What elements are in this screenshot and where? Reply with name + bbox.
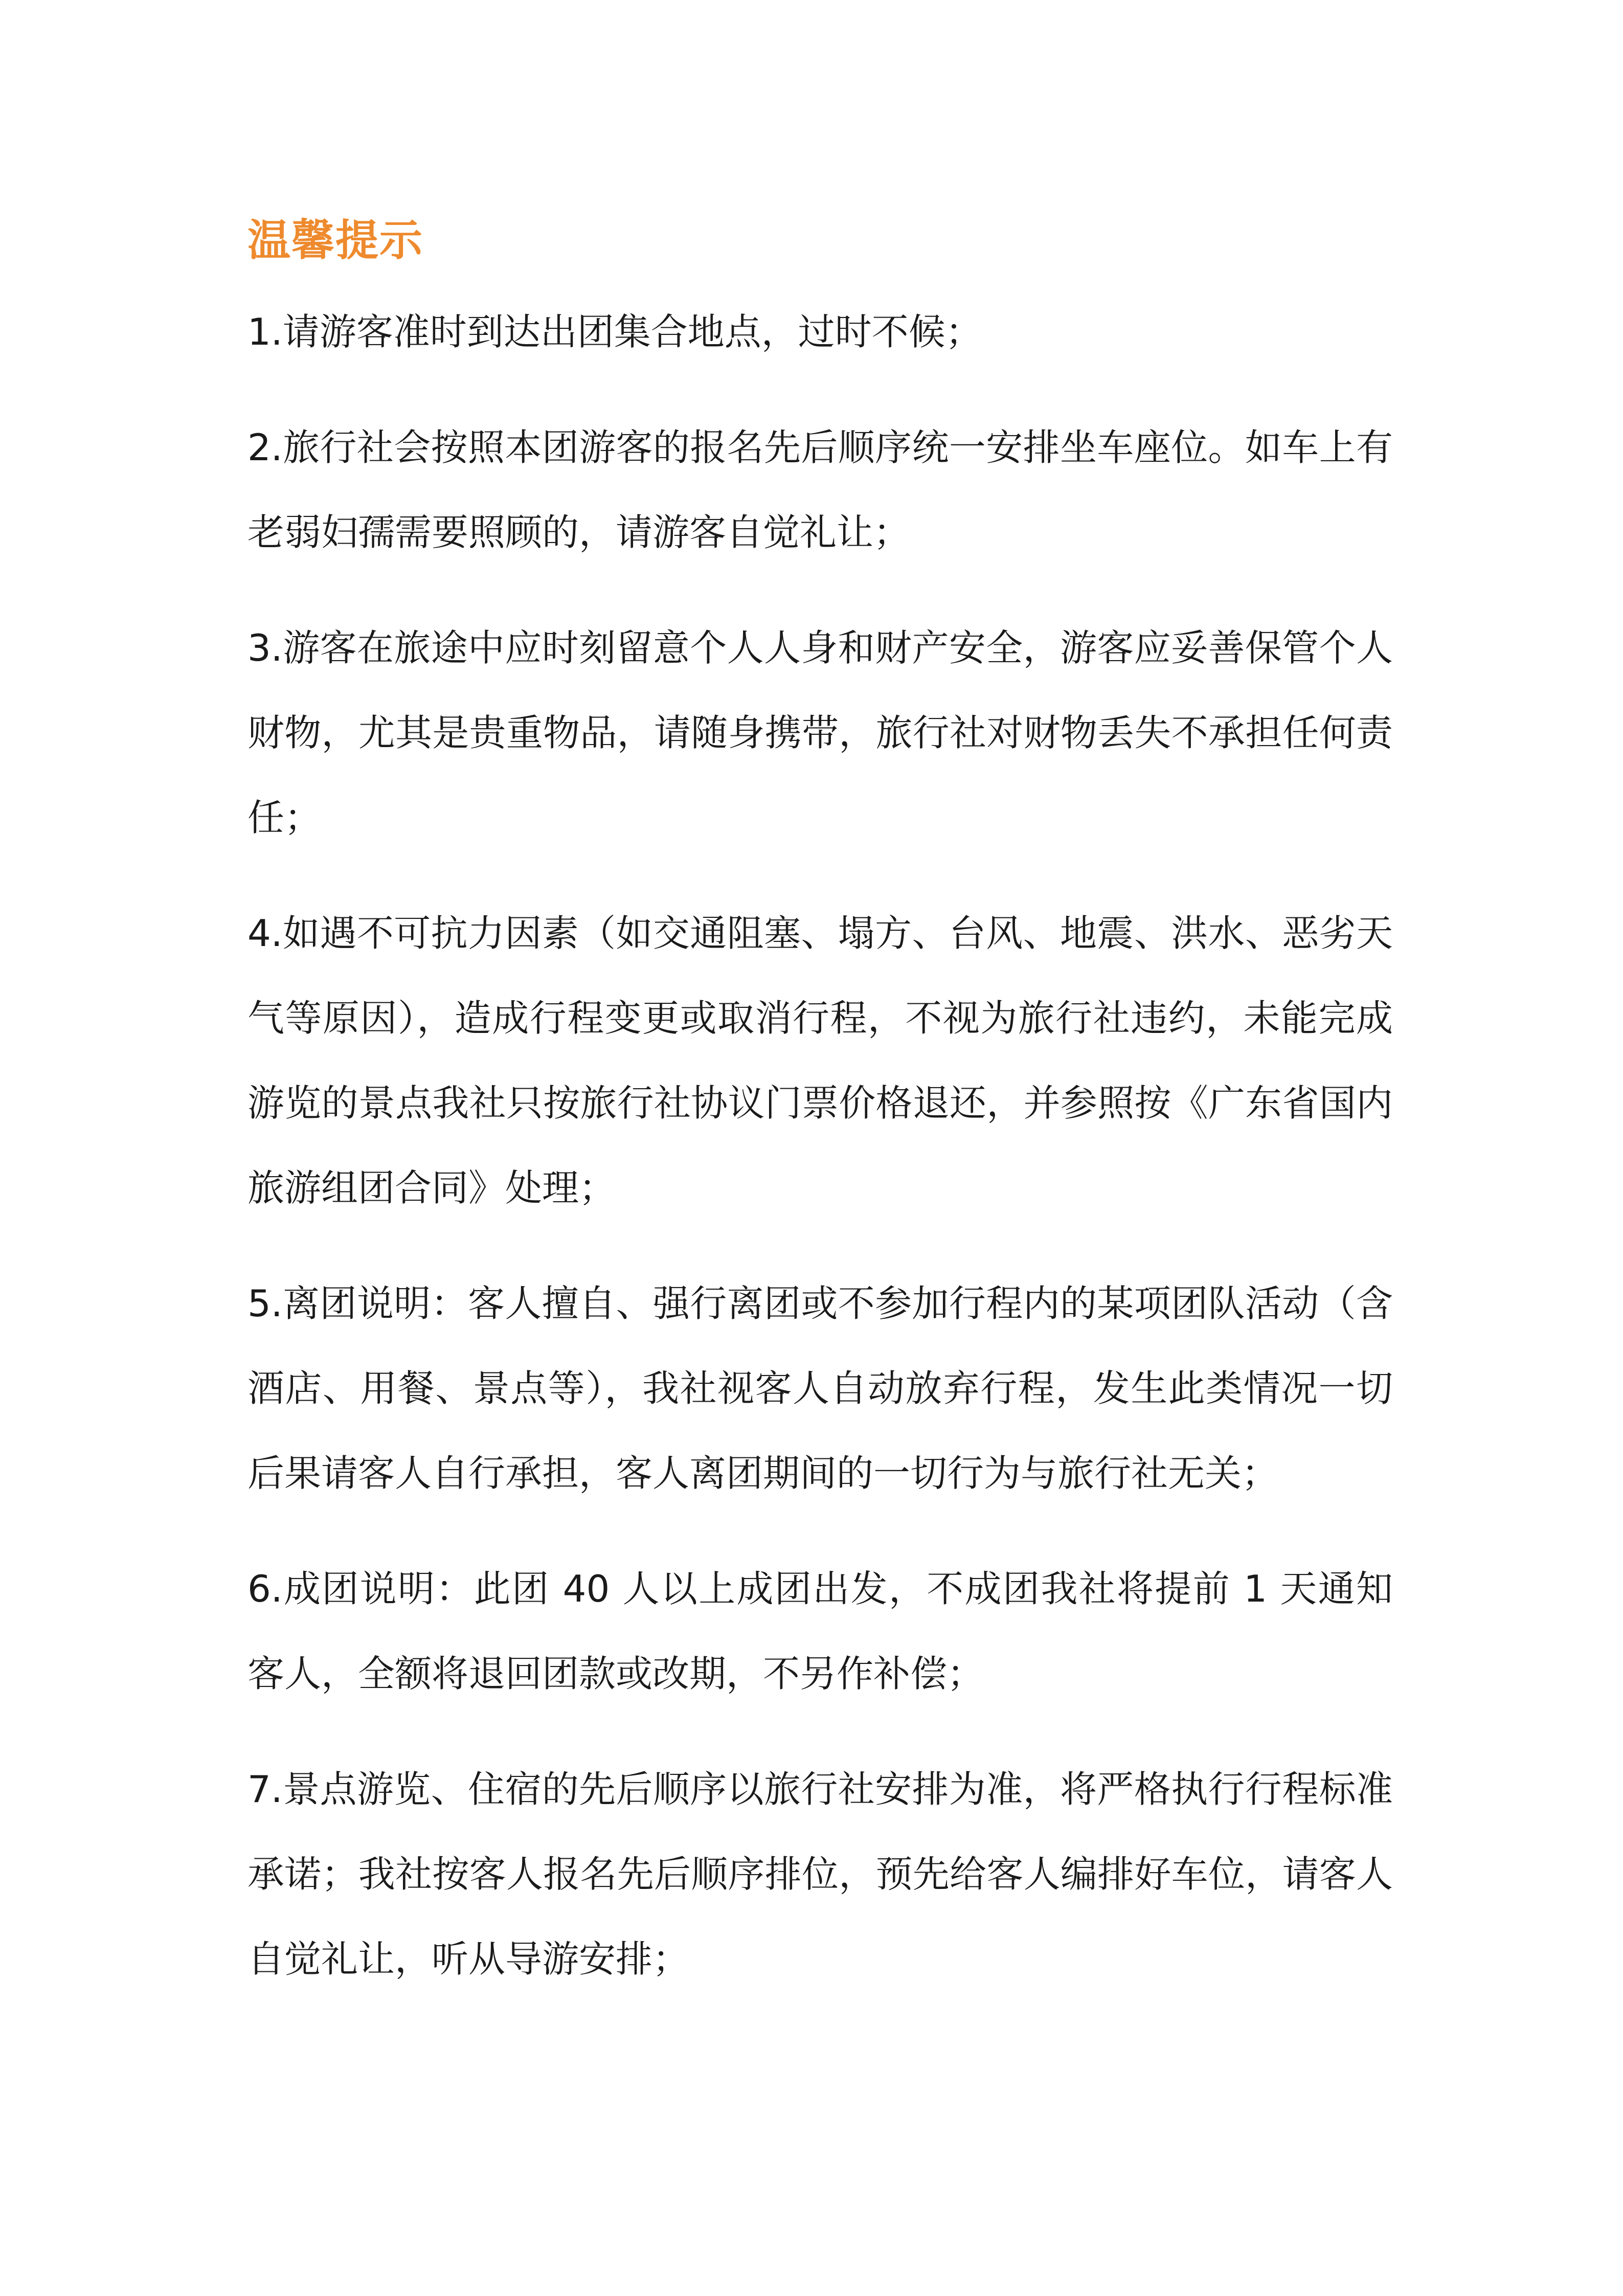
notice-content: [247, 210, 1393, 2032]
notice-item-4: 4.如遇不可抗力因素（如交通阻塞、塌方、台风、地震、洪水、恶劣天气等原因），造成行程变更或取消行程，不视为旅行社违约，未能完成游览的景点我社只按旅行社协议门票价格退还，并参照按《广东省国内旅游组团合同》处理；: [247, 912, 1393, 1209]
notice-item-3: 3.游客在旅途中应时刻留意个人人身和财产安全，游客应妥善保管个人财物，尤其是贵重物品，请随身携带，旅行社对财物丢失不承担任何责任；: [247, 626, 1393, 839]
notice-item-2: 2.旅行社会按照本团游客的报名先后顺序统一安排坐车座位。如车上有老弱妇孺需要照顾的，请游客自觉礼让；: [247, 426, 1393, 554]
notice-item-6: 6.成团说明：此团 40 人以上成团出发，不成团我社将提前 1 天通知客人，全额将退回团款或改期，不另作补偿；: [247, 1567, 1393, 1695]
notice-item-5: 5.离团说明：客人擅自、强行离团或不参加行程内的某项团队活动（含酒店、用餐、景点等），我社视客人自动放弃行程，发生此类情况一切后果请客人自行承担，客人离团期间的一切行为与旅行社无关；: [247, 1282, 1393, 1495]
notice-item-1: 1.请游客准时到达出团集合地点，过时不候；: [247, 310, 982, 353]
notice-title: 温馨提示: [247, 215, 424, 265]
notice-item-7: 7.景点游览、住宿的先后顺序以旅行社安排为准，将严格执行行程标准承诺；我社按客人报名先后顺序排位，预先给客人编排好车位，请客人自觉礼让，听从导游安排；: [247, 1768, 1393, 1980]
